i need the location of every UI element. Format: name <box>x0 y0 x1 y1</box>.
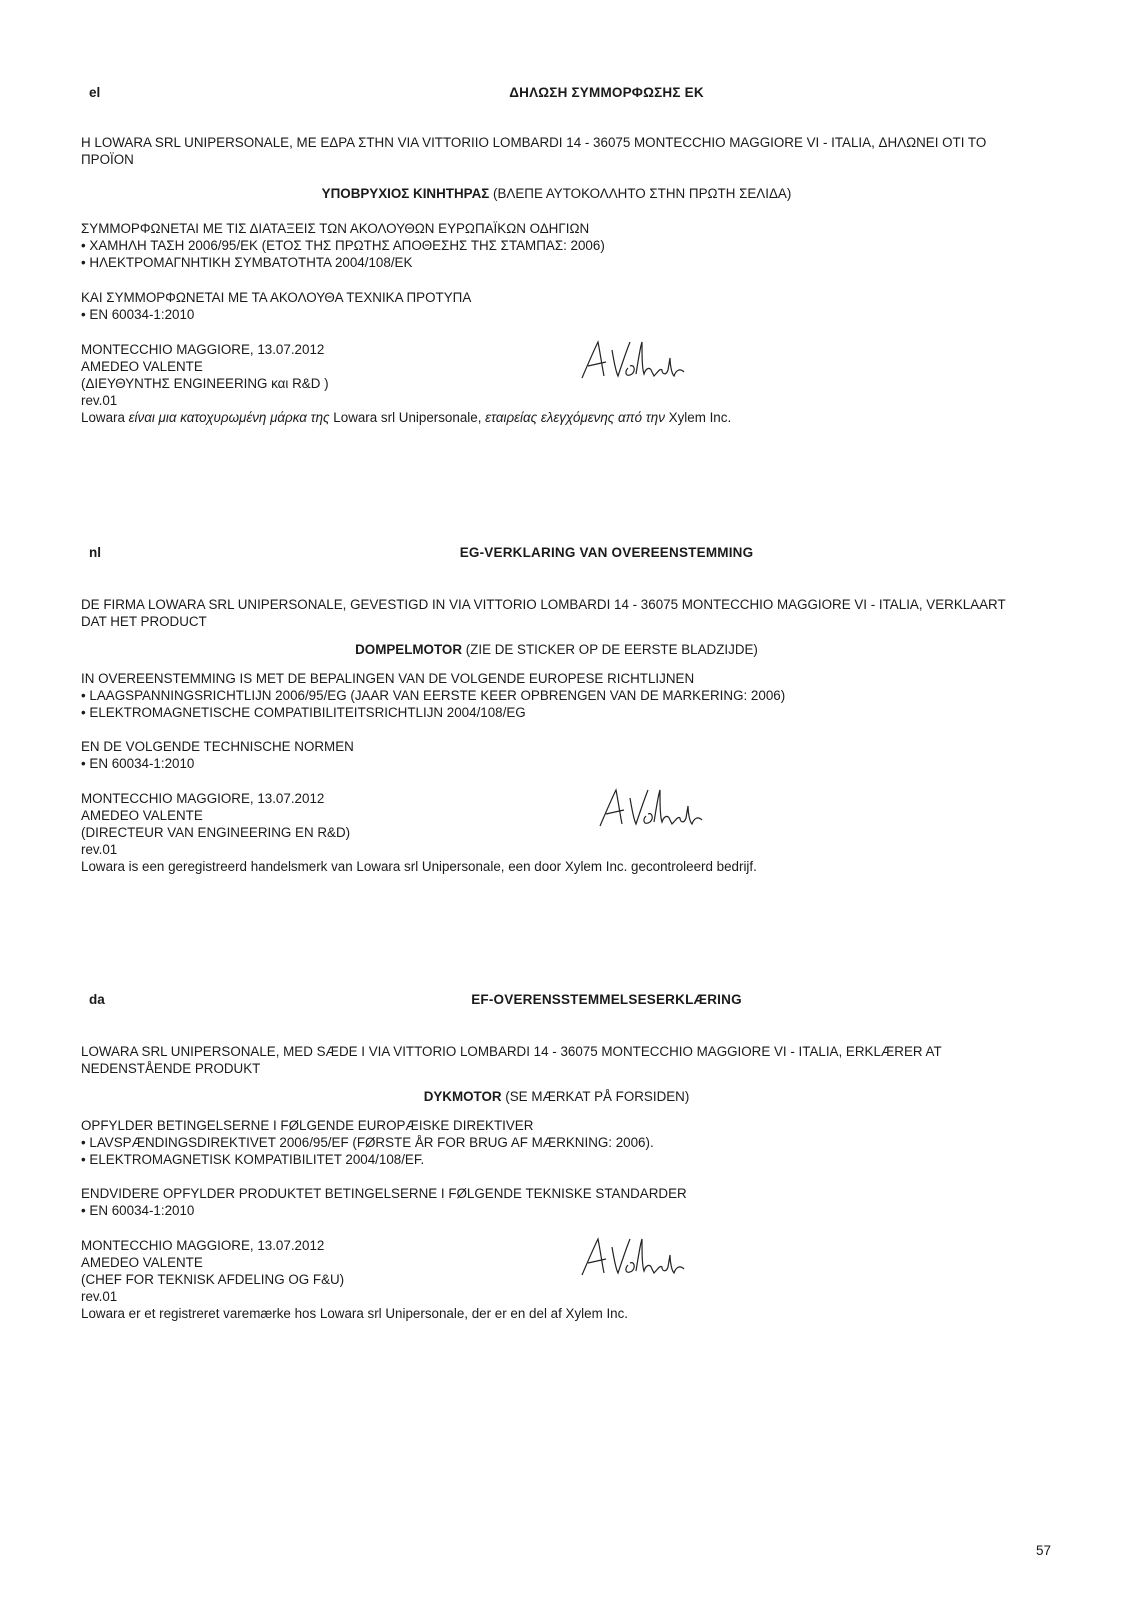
directives-intro: ΣΥΜΜΟΡΦΩΝΕΤΑΙ ΜΕ ΤΙΣ ΔΙΑΤΑΞΕΙΣ ΤΩΝ ΑΚΟΛΟΥΘΩΝ ΕΥΡΩΠΑΪΚΩΝ ΟΔΗΓΙΩΝ <box>81 221 590 236</box>
standard-item: • EN 60034-1:2010 <box>81 756 195 771</box>
standards-intro: EN DE VOLGENDE TECHNISCHE NORMEN <box>81 739 354 754</box>
declaration-section-nl <box>81 544 1032 884</box>
product-line <box>81 1088 1032 1105</box>
product-note: (SE MÆRKAT PÅ FORSIDEN) <box>501 1089 690 1104</box>
product-line <box>81 185 1032 202</box>
directive-item: • ΧΑΜΗΛΗ ΤΑΣΗ 2006/95/ΕΚ (ΕΤΟΣ ΤΗΣ ΠΡΩΤΗΣ ΑΠΟΘΕΣΗΣ ΤΗΣ ΣΤΑΜΠΑΣ: 2006) <box>81 238 605 253</box>
trademark-part: εταιρείας ελεγχόμενης από την <box>485 410 665 425</box>
product-name: DYKMOTOR <box>423 1089 502 1104</box>
trademark-note: Lowara er et registreret varemærke hos Lowara srl Unipersonale, der er en del af Xylem Inc. <box>81 1306 629 1321</box>
revision: rev.01 <box>81 393 118 408</box>
page-number: 57 <box>1035 1543 1051 1558</box>
product-name: DOMPELMOTOR <box>355 642 462 657</box>
directive-item: • ELEKTROMAGNETISK KOMPATIBILITET 2004/108/EF. <box>81 1152 425 1167</box>
directive-item: • LAAGSPANNINGSRICHTLIJN 2006/95/EG (JAAR VAN EERSTE KEER OPBRENGEN VAN DE MARKERING: 2006) <box>81 688 786 703</box>
revision: rev.01 <box>81 1289 118 1304</box>
place-date: MONTECCHIO MAGGIORE, 13.07.2012 <box>81 342 325 357</box>
signatory <box>81 341 1032 426</box>
standards <box>81 1185 1032 1219</box>
declaration-section-el <box>81 84 1032 444</box>
standards <box>81 738 1032 772</box>
language-code: el <box>89 85 101 100</box>
handwritten-signature <box>578 336 688 384</box>
signatory <box>81 1237 1032 1322</box>
directives-intro: OPFYLDER BETINGELSERNE I FØLGENDE EUROPÆISKE DIREKTIVER <box>81 1118 534 1133</box>
section-title: ΔΗΛΩΣΗ ΣΥΜΜΟΡΦΩΣΗΣ ΕΚ <box>509 85 704 100</box>
section-title: EG-VERKLARING VAN OVEREENSTEMMING <box>459 545 754 560</box>
directives-intro: IN OVEREENSTEMMING IS MET DE BEPALINGEN VAN DE VOLGENDE EUROPESE RICHTLIJNEN <box>81 671 695 686</box>
trademark-note <box>81 409 1032 426</box>
signatory-name: AMEDEO VALENTE <box>81 1255 203 1270</box>
trademark-part: Lowara srl Unipersonale, <box>329 410 486 425</box>
directive-item: • ΗΛΕΚΤΡΟΜΑΓΝΗΤΙΚΗ ΣΥΜΒΑΤΟΤΗΤΑ 2004/108/ΕΚ <box>81 255 413 270</box>
intro-text: Η LOWARA SRL UNIPERSONALE, ΜΕ ΕΔΡΑ ΣΤΗΝ VIA VITTORIIO LOMBARDI 14 - 36075 MONTECCHIO MAGGIORE VI - ITALIA, ΔΗΛΩΝΕΙ ΟΤΙ ΤΟ ΠΡΟΪΟΝ <box>81 135 987 167</box>
section-title: EF-OVERENSSTEMMELSESERKLÆRING <box>471 992 742 1007</box>
place-date: MONTECCHIO MAGGIORE, 13.07.2012 <box>81 791 325 806</box>
trademark-note: Lowara is een geregistreerd handelsmerk van Lowara srl Unipersonale, een door Xylem Inc. gecontroleerd bedrijf. <box>81 859 757 874</box>
signatory-role: (ΔΙΕΥΘΥΝΤΗΣ ENGINEERING και R&D ) <box>81 376 329 391</box>
trademark-part: Xylem Inc. <box>664 410 732 425</box>
standards-intro: ΚΑΙ ΣΥΜΜΟΡΦΩΝΕΤΑΙ ΜΕ ΤΑ ΑΚΟΛΟΥΘΑ ΤΕΧΝΙΚΑ ΠΡΟΤΥΠΑ <box>81 290 472 305</box>
signatory-role: (DIRECTEUR VAN ENGINEERING EN R&D) <box>81 825 351 840</box>
standard-item: • EN 60034-1:2010 <box>81 307 195 322</box>
language-code: da <box>89 992 105 1007</box>
handwritten-signature <box>596 784 706 832</box>
directives <box>81 1117 1032 1168</box>
intro-text: LOWARA SRL UNIPERSONALE, MED SÆDE I VIA VITTORIO LOMBARDI 14 - 36075 MONTECCHIO MAGGIORE VI - ITALIA, ERKLÆRER AT NEDENSTÅENDE PRODUKT <box>81 1044 942 1076</box>
product-note: (ZIE DE STICKER OP DE EERSTE BLADZIJDE) <box>462 642 758 657</box>
product-name: ΥΠΟΒΡΥΧΙΟΣ ΚΙΝΗΤΗΡΑΣ <box>321 186 490 201</box>
signatory-name: AMEDEO VALENTE <box>81 808 203 823</box>
directives <box>81 220 1032 271</box>
standards <box>81 289 1032 323</box>
place-date: MONTECCHIO MAGGIORE, 13.07.2012 <box>81 1238 325 1253</box>
directives <box>81 670 1032 721</box>
revision: rev.01 <box>81 842 118 857</box>
product-line <box>81 641 1032 658</box>
standard-item: • EN 60034-1:2010 <box>81 1203 195 1218</box>
directive-item: • ELEKTROMAGNETISCHE COMPATIBILITEITSRICHTLIJN 2004/108/EG <box>81 705 526 720</box>
signatory-name: AMEDEO VALENTE <box>81 359 203 374</box>
standards-intro: ENDVIDERE OPFYLDER PRODUKTET BETINGELSERNE I FØLGENDE TEKNISKE STANDARDER <box>81 1186 687 1201</box>
directive-item: • LAVSPÆNDINGSDIREKTIVET 2006/95/EF (FØRSTE ÅR FOR BRUG AF MÆRKNING: 2006). <box>81 1135 654 1150</box>
signatory-role: (CHEF FOR TEKNISK AFDELING OG F&U) <box>81 1272 345 1287</box>
declaration-section-da <box>81 991 1032 1331</box>
signatory <box>81 790 1032 875</box>
trademark-part: είναι μια κατοχυρωμένη μάρκα της <box>128 410 330 425</box>
product-note: (ΒΛΕΠΕ ΑΥΤΟΚΟΛΛΗΤΟ ΣΤΗΝ ΠΡΩΤΗ ΣΕΛΙΔΑ) <box>489 186 792 201</box>
intro-text: DE FIRMA LOWARA SRL UNIPERSONALE, GEVESTIGD IN VIA VITTORIO LOMBARDI 14 - 36075 MONTECCHIO MAGGIORE VI - ITALIA, VERKLAART DAT HET PRODUCT <box>81 597 1006 629</box>
handwritten-signature <box>578 1233 688 1281</box>
trademark-part: Lowara <box>81 410 129 425</box>
language-code: nl <box>89 545 101 560</box>
